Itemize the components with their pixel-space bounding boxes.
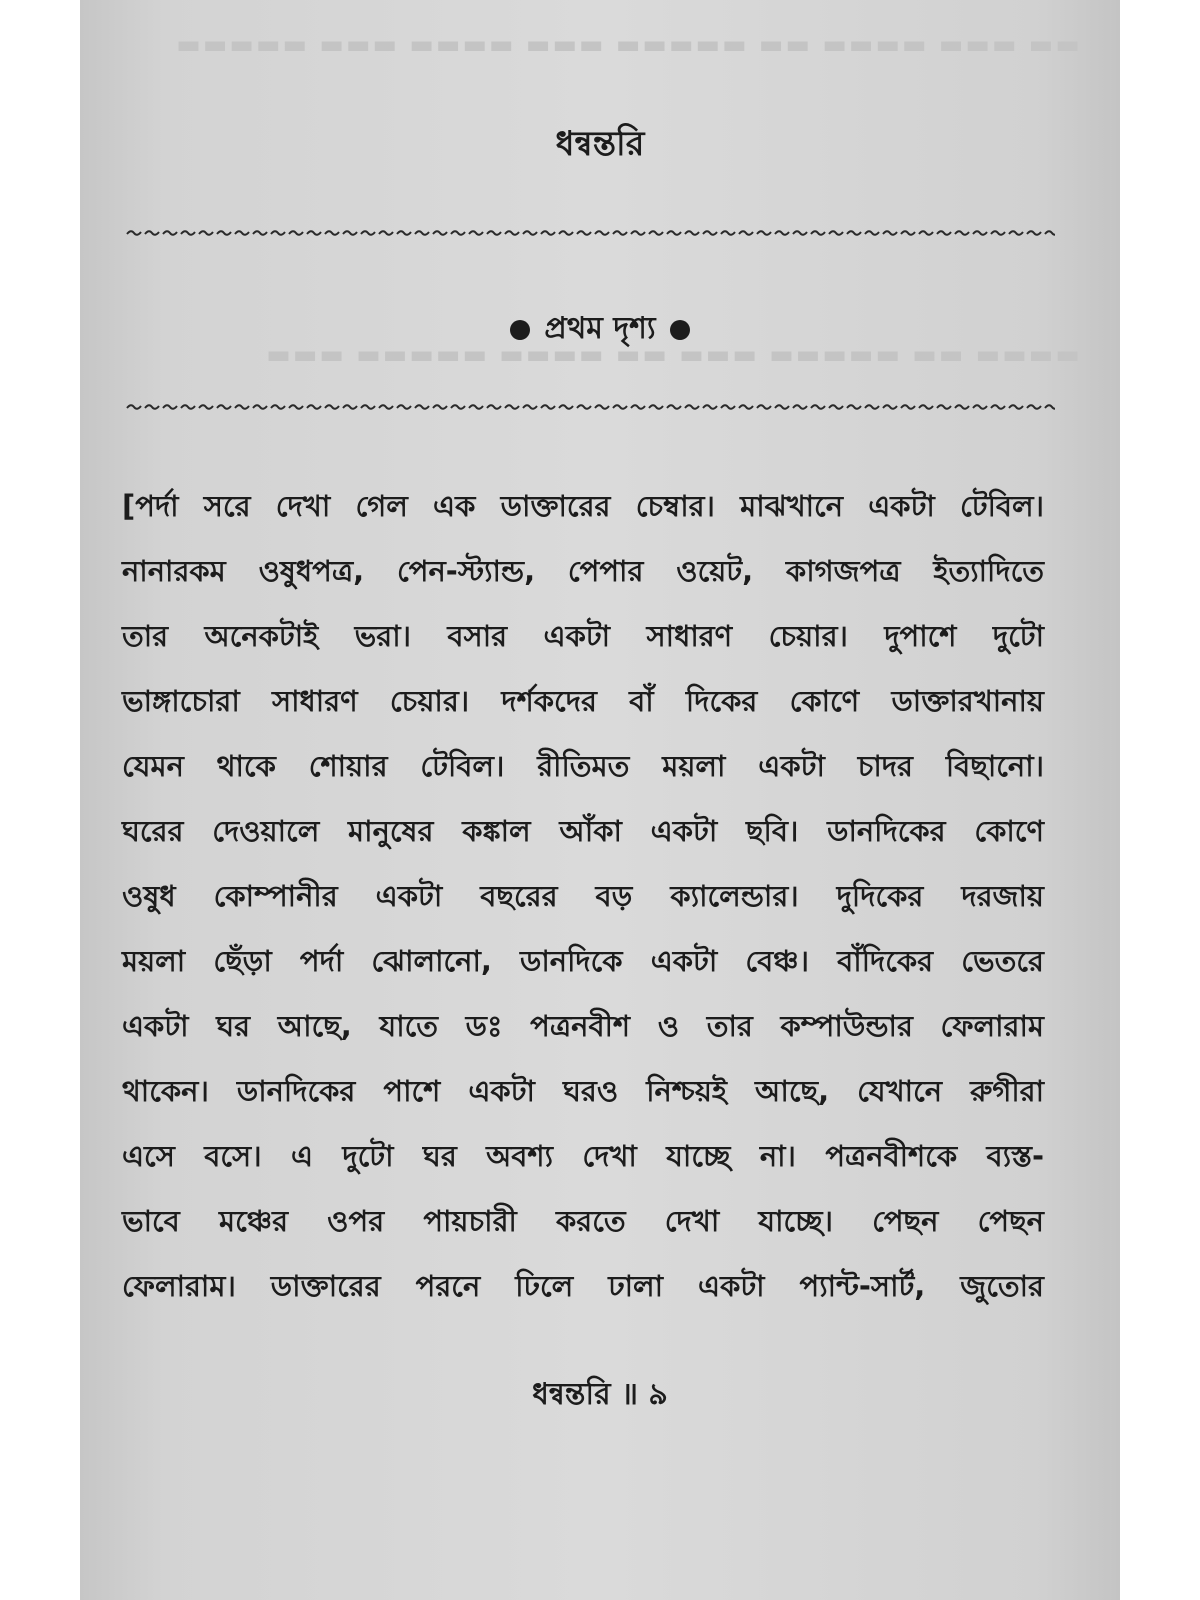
paragraph-line: এসে বসে। এ দুটো ঘর অবশ্য দেখা যাচ্ছে না। পত্রনবীশকে ব্যস্ত- xyxy=(122,1139,1044,1173)
header-tilde-divider xyxy=(125,226,1055,240)
scene-heading-text: প্রথম দৃশ্য xyxy=(544,311,656,346)
show-through-text: ▬▬ ▬▬▬ ▬▬▬▬ ▬▬ ▬▬▬▬▬ ▬▬▬ ▬▬▬▬ ▬▬▬ ▬▬▬▬▬ xyxy=(174,30,1080,60)
paragraph-line: নানারকম ওষুধপত্র, পেন-স্ট্যান্ড, পেপার ওয়েট, কাগজপত্র ইত্যাদিতে xyxy=(122,554,1044,588)
scene-tilde-divider xyxy=(125,400,1055,414)
paragraph-line: ফেলারাম। ডাক্তারের পরনে ঢিলে ঢালা একটা প্যান্ট-সার্ট, জুতোর xyxy=(122,1269,1044,1303)
paragraph-line: যেমন থাকে শোয়ার টেবিল। রীতিমত ময়লা একটা চাদর বিছানো। xyxy=(122,749,1044,783)
running-header-title: ধন্বন্তরি xyxy=(555,124,645,164)
bullet-icon xyxy=(670,320,690,340)
paragraph-line: ভাবে মঞ্চের ওপর পায়চারী করতে দেখা যাচ্ছে। পেছন পেছন xyxy=(122,1204,1044,1238)
paragraph-line: [পর্দা সরে দেখা গেল এক ডাক্তারের চেম্বার। মাঝখানে একটা টেবিল। xyxy=(122,489,1044,523)
paragraph-line: ভাঙ্গাচোরা সাধারণ চেয়ার। দর্শকদের বাঁ দিকের কোণে ডাক্তারখানায় xyxy=(122,684,1044,718)
page-footer: ধন্বন্তরি ॥ ৯ xyxy=(532,1377,668,1412)
scene-heading xyxy=(80,304,1120,355)
paragraph-line: একটা ঘর আছে, যাতে ডঃ পত্রনবীশ ও তার কম্পাউন্ডার ফেলারাম xyxy=(122,1009,1044,1043)
book-page xyxy=(80,0,1120,1600)
stage-direction-paragraph xyxy=(122,474,1044,1319)
show-through-text: ▬▬▬▬ ▬▬ ▬▬▬▬▬ ▬▬▬ ▬▬ ▬▬▬▬ ▬▬▬▬▬ ▬▬▬ xyxy=(264,340,1080,370)
paragraph-line: তার অনেকটাই ভরা। বসার একটা সাধারণ চেয়ার। দুপাশে দুটো xyxy=(122,619,1044,653)
paragraph-line: ময়লা ছেঁড়া পর্দা ঝোলানো, ডানদিকে একটা বেঞ্চ। বাঁদিকের ভেতরে xyxy=(122,944,1044,978)
paragraph-line: থাকেন। ডানদিকের পাশে একটা ঘরও নিশ্চয়ই আছে, যেখানে রুগীরা xyxy=(122,1074,1044,1108)
paragraph-line: ঘরের দেওয়ালে মানুষের কঙ্কাল আঁকা একটা ছবি। ডানদিকের কোণে xyxy=(122,814,1044,848)
paragraph-line: ওষুধ কোম্পানীর একটা বছরের বড় ক্যালেন্ডার। দুদিকের দরজায় xyxy=(122,879,1044,913)
bullet-icon xyxy=(510,320,530,340)
